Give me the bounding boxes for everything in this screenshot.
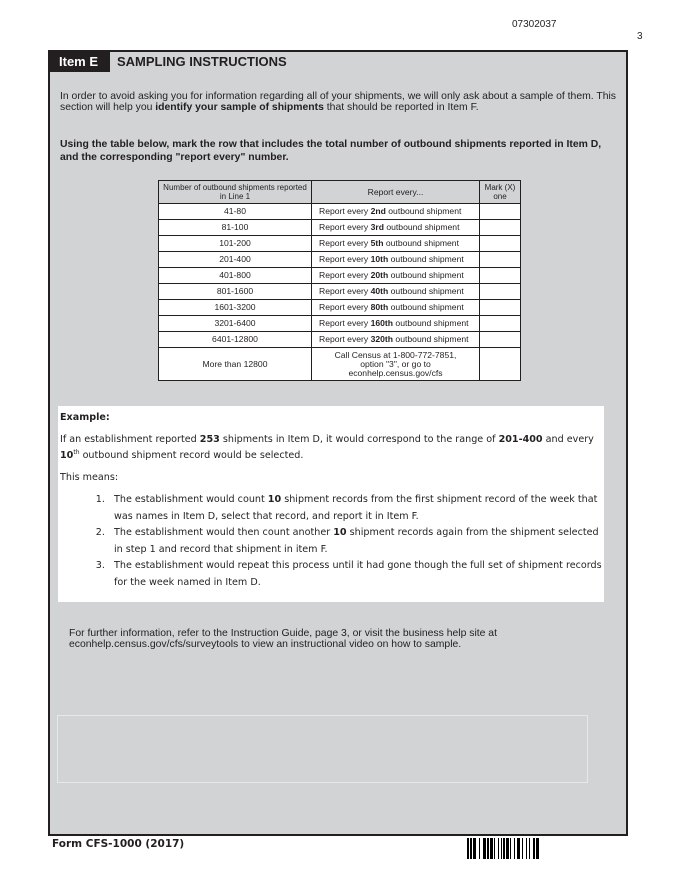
table-row <box>159 300 521 316</box>
nth-value: 320th <box>370 334 394 344</box>
nth-value: 160th <box>370 318 394 328</box>
item-tag: Item E <box>50 52 110 72</box>
text: outbound shipment <box>393 334 469 344</box>
form-id: 07302037 <box>512 19 557 30</box>
text: outbound shipment <box>393 318 469 328</box>
range-cell: 1601-3200 <box>159 300 312 316</box>
text: outbound shipment <box>383 238 459 248</box>
mark-checkbox-cell[interactable] <box>480 348 521 381</box>
text: shipments in Item D, it would correspond to the range of <box>219 434 499 445</box>
table-row <box>159 268 521 284</box>
barcode-bar <box>539 838 541 859</box>
nth-value: 5th <box>370 238 384 248</box>
table-row <box>159 332 521 348</box>
nth-value: 80th <box>370 302 389 312</box>
report-every-cell <box>312 252 480 268</box>
mark-checkbox-cell[interactable] <box>480 268 521 284</box>
page-number: 3 <box>637 31 643 42</box>
text: outbound shipment <box>388 286 464 296</box>
section-title: SAMPLING INSTRUCTIONS <box>117 54 287 69</box>
table-row <box>159 204 521 220</box>
text: Report every <box>319 318 371 328</box>
mark-checkbox-cell[interactable] <box>480 236 521 252</box>
text: Report every <box>319 254 371 264</box>
mark-checkbox-cell[interactable] <box>480 316 521 332</box>
range-cell: More than 12800 <box>159 348 312 381</box>
text: outbound shipment record would be selected. <box>79 450 304 461</box>
report-every-cell <box>312 332 480 348</box>
text: Report every <box>319 206 371 216</box>
barcode <box>467 838 541 859</box>
text: The establishment would repeat this process until it had gone though the full set of shipment records for the week named in Item D. <box>114 560 602 588</box>
table-row <box>159 348 521 381</box>
text: Report every <box>319 302 371 312</box>
report-every-cell: Call Census at 1-800-772-7851, option "3", or go to econhelp.census.gov/cfs <box>312 348 480 381</box>
mark-checkbox-cell[interactable] <box>480 220 521 236</box>
text: and every <box>542 434 594 445</box>
nth-value: 3rd <box>370 222 384 232</box>
range-cell: 41-80 <box>159 204 312 220</box>
text: shipment records again from the shipment selected in step 1 and record that shipment in item F. <box>114 527 599 555</box>
text: outbound shipment <box>388 270 464 280</box>
report-every-cell <box>312 204 480 220</box>
form-footer: Form CFS-1000 (2017) <box>52 838 185 850</box>
mark-checkbox-cell[interactable] <box>480 332 521 348</box>
text-bold: 201-400 <box>498 434 543 445</box>
text: Report every <box>319 222 371 232</box>
text: Report every <box>319 286 371 296</box>
report-every-cell <box>312 220 480 236</box>
range-cell: 801-1600 <box>159 284 312 300</box>
mark-checkbox-cell[interactable] <box>480 204 521 220</box>
example-paragraph <box>60 432 602 464</box>
col-header-mark: Mark (X) one <box>480 181 521 204</box>
step-item <box>108 525 602 558</box>
text-bold: 10 <box>333 527 347 538</box>
text: outbound shipment <box>383 222 460 232</box>
range-cell: 201-400 <box>159 252 312 268</box>
range-cell: 401-800 <box>159 268 312 284</box>
this-means: This means: <box>60 472 119 483</box>
col-header-report: Report every... <box>312 181 480 204</box>
intro-part: that should be reported in Item F. <box>323 102 479 113</box>
col-header-range: Number of outbound shipments reported in Line 1 <box>159 181 312 204</box>
text-bold: 10 <box>60 450 74 461</box>
text: outbound shipment <box>388 254 464 264</box>
nth-value: 20th <box>370 270 389 280</box>
step-item <box>108 558 602 591</box>
text: Report every <box>319 238 371 248</box>
report-every-cell <box>312 284 480 300</box>
mark-checkbox-cell[interactable] <box>480 300 521 316</box>
nth-value: 10th <box>370 254 389 264</box>
range-cell: 101-200 <box>159 236 312 252</box>
report-every-cell <box>312 316 480 332</box>
text-bold: 253 <box>199 434 220 445</box>
table-row <box>159 284 521 300</box>
sampling-instructions-panel <box>48 50 628 836</box>
range-cell: 81-100 <box>159 220 312 236</box>
blank-field <box>57 715 588 783</box>
range-cell: 6401-12800 <box>159 332 312 348</box>
sampling-table <box>158 180 521 381</box>
range-cell: 3201-6400 <box>159 316 312 332</box>
text: If an establishment reported <box>60 434 200 445</box>
text: Report every <box>319 270 371 280</box>
mark-checkbox-cell[interactable] <box>480 252 521 268</box>
text: outbound shipment <box>388 302 464 312</box>
table-row <box>159 220 521 236</box>
table-row <box>159 252 521 268</box>
intro-text <box>60 91 620 113</box>
text: shipment records from the first shipment record of the week that was names in Item D, select that record, and report it in Item F. <box>114 494 598 522</box>
nth-value: 40th <box>370 286 389 296</box>
text-sup: th <box>73 448 80 456</box>
report-every-cell <box>312 300 480 316</box>
text-bold: 10 <box>267 494 282 505</box>
further-info: For further information, refer to the Instruction Guide, page 3, or visit the business help site at econhelp.census.gov/cfs/surveytools to view an instructional video on how to sample. <box>69 628 497 650</box>
intro-part: In order to avoid asking you for information regarding all of your shipments, we will only ask about a sample of them. This section will help you <box>60 91 616 113</box>
text: The establishment would count <box>114 494 268 505</box>
example-box <box>58 406 604 602</box>
table-row <box>159 316 521 332</box>
step-item <box>108 492 602 525</box>
table-instruction: Using the table below, mark the row that includes the total number of outbound shipments reported in Item D, and the corresponding "report every" number. <box>60 139 602 163</box>
text: outbound shipment <box>385 206 462 216</box>
report-every-cell <box>312 236 480 252</box>
nth-value: 2nd <box>370 206 386 216</box>
intro-bold: identify your sample of shipments <box>155 102 324 113</box>
mark-checkbox-cell[interactable] <box>480 284 521 300</box>
table-row <box>159 236 521 252</box>
text: Report every <box>319 334 371 344</box>
report-every-cell <box>312 268 480 284</box>
text: The establishment would then count another <box>114 527 334 538</box>
example-heading: Example: <box>60 412 110 423</box>
